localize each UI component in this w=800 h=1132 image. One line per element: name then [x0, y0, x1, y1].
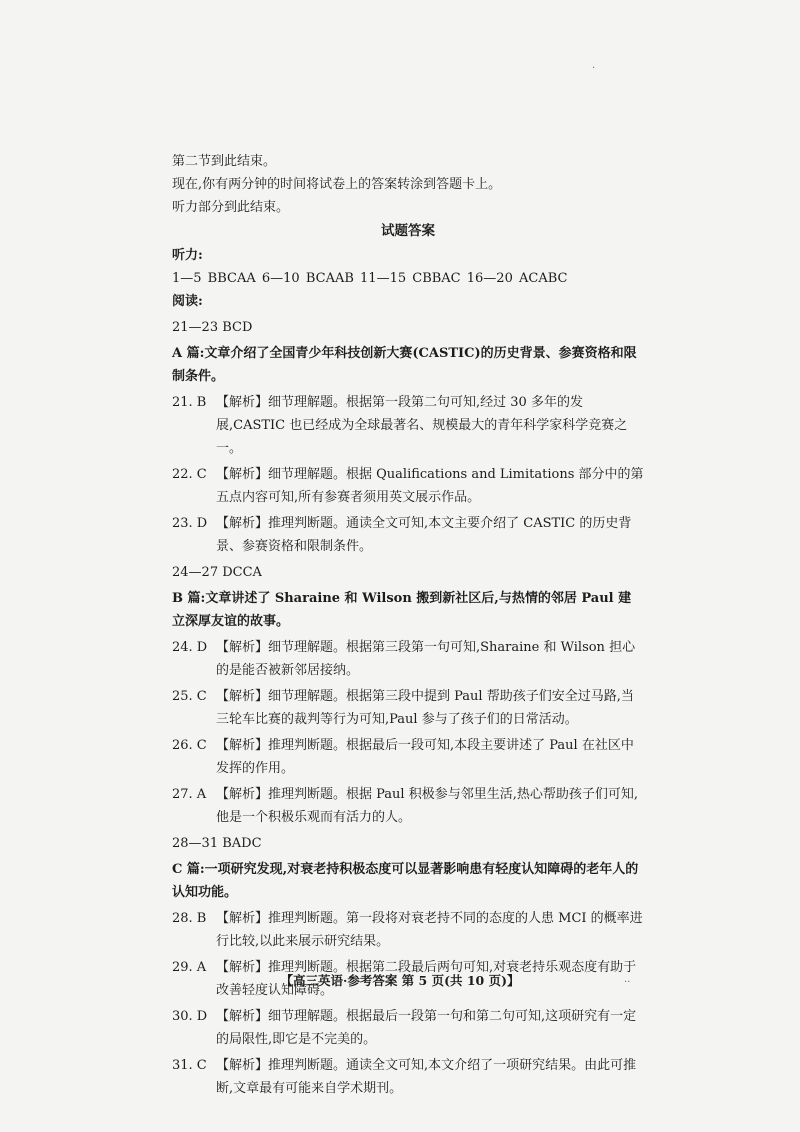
question-number: 28. B — [172, 911, 207, 926]
answer-item — [172, 783, 644, 829]
answer-key-content — [172, 150, 644, 1100]
question-number: 25. C — [172, 689, 207, 704]
answer-item — [172, 685, 644, 731]
question-number: 27. A — [172, 787, 207, 802]
answer-item — [172, 391, 644, 460]
listening-answers: 1—5 BBCAA 6—10 BCAAB 11—15 CBBAC 16—20 ACABC — [172, 271, 568, 286]
answer-item — [172, 1005, 644, 1051]
question-number: 30. D — [172, 1009, 208, 1024]
intro-line-3: 听力部分到此结束。 — [172, 200, 290, 215]
intro-line-1: 第二节到此结束。 — [172, 154, 277, 169]
section-title: 试题答案 — [381, 223, 435, 239]
question-number: 22. C — [172, 467, 207, 482]
reading-label: 阅读: — [172, 294, 203, 309]
explanation-text: 【解析】推理判断题。通读全文可知,本文主要介绍了 CASTIC 的历史背景、参赛资格和限制条件。 — [216, 516, 632, 554]
explanation-text: 【解析】推理判断题。根据最后一段可知,本段主要讲述了 Paul 在社区中发挥的作用。 — [216, 738, 634, 776]
scan-speck: . — [592, 60, 596, 71]
page-footer: 【高三英语·参考答案 第 5 页(共 10 页)】 — [280, 973, 520, 988]
answer-range: 21—23 BCD — [172, 320, 253, 335]
explanation-text: 【解析】推理判断题。通读全文可知,本文介绍了一项研究结果。由此可推断,文章最有可能来自学术期刊。 — [216, 1058, 637, 1096]
explanation-text: 【解析】推理判断题。根据第二段最后两句可知,对衰老持乐观态度有助于改善轻度认知障碍。 — [216, 960, 637, 998]
question-number: 26. C — [172, 738, 207, 753]
answer-item — [172, 1054, 644, 1100]
answer-item — [172, 512, 644, 558]
question-number: 31. C — [172, 1058, 207, 1073]
explanation-text: 【解析】推理判断题。根据 Paul 积极参与邻里生活,热心帮助孩子们可知,他是一个积极乐观而有活力的人。 — [216, 787, 638, 825]
explanation-text: 【解析】细节理解题。根据第三段中提到 Paul 帮助孩子们安全过马路,当三轮车比赛的裁判等行为可知,Paul 参与了孩子们的日常活动。 — [216, 689, 634, 727]
answer-range: 24—27 DCCA — [172, 565, 262, 580]
answer-item — [172, 734, 644, 780]
scan-speck: .. — [624, 974, 631, 985]
answer-item — [172, 463, 644, 509]
intro-line-2: 现在,你有两分钟的时间将试卷上的答案转涂到答题卡上。 — [172, 177, 502, 192]
explanation-text: 【解析】细节理解题。根据最后一段第一句和第二句可知,这项研究有一定的局限性,即它是不完美的。 — [216, 1009, 637, 1047]
listening-label: 听力: — [172, 248, 203, 263]
explanation-text: 【解析】推理判断题。第一段将对衰老持不同的态度的人患 MCI 的概率进行比较,以此来展示研究结果。 — [216, 911, 643, 949]
answer-range: 28—31 BADC — [172, 836, 262, 851]
explanation-text: 【解析】细节理解题。根据 Qualifications and Limitations 部分中的第五点内容可知,所有参赛者须用英文展示作品。 — [216, 467, 644, 505]
passage-summary: C 篇:一项研究发现,对衰老持积极态度可以显著影响患有轻度认知障碍的老年人的认知功能。 — [172, 862, 639, 900]
question-number: 29. A — [172, 960, 207, 975]
passage-summary: A 篇:文章介绍了全国青少年科技创新大赛(CASTIC)的历史背景、参赛资格和限制条件。 — [172, 346, 637, 384]
question-number: 23. D — [172, 516, 208, 531]
explanation-text: 【解析】细节理解题。根据第一段第二句可知,经过 30 多年的发展,CASTIC 也已经成为全球最著名、规模最大的青年科学家科学竞赛之一。 — [216, 395, 628, 456]
question-number: 21. B — [172, 395, 207, 410]
answer-item — [172, 636, 644, 682]
answer-item — [172, 907, 644, 953]
explanation-text: 【解析】细节理解题。根据第三段第一句可知,Sharaine 和 Wilson 担心的是能否被新邻居接纳。 — [216, 640, 636, 678]
question-number: 24. D — [172, 640, 208, 655]
passage-summary: B 篇:文章讲述了 Sharaine 和 Wilson 搬到新社区后,与热情的邻居 Paul 建立深厚友谊的故事。 — [172, 591, 632, 629]
